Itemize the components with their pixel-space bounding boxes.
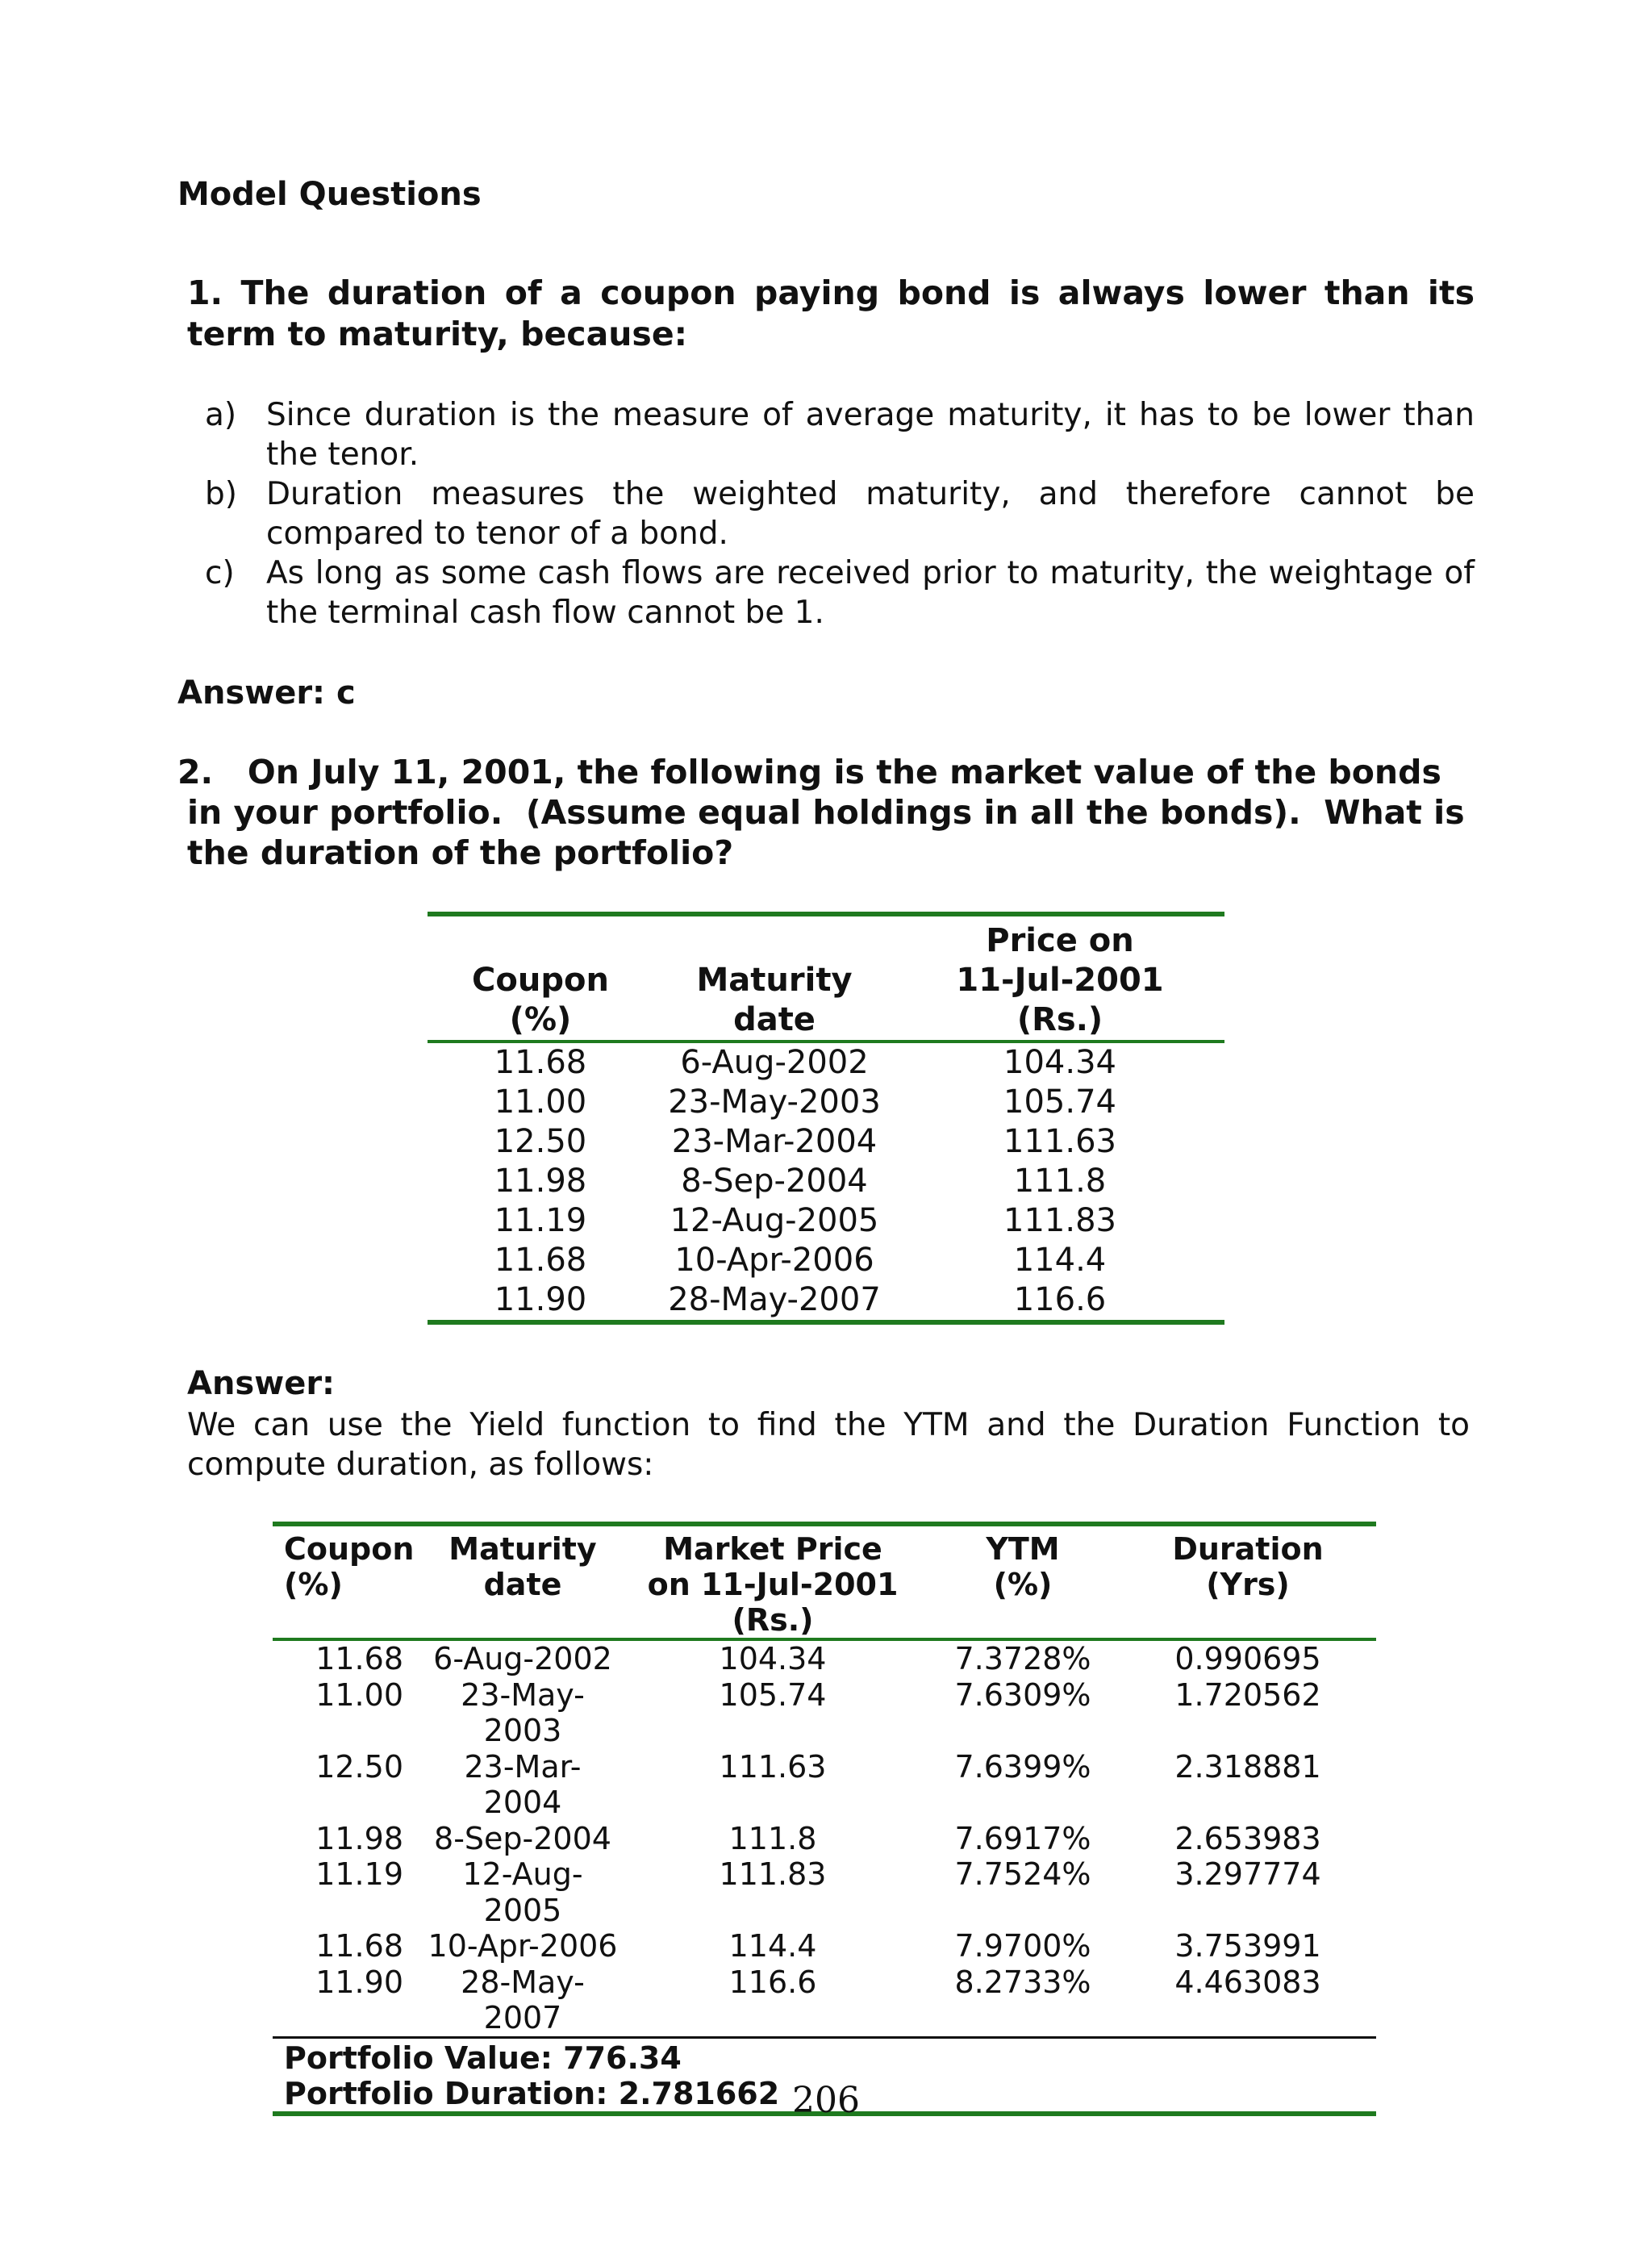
cell: 111.63 <box>1003 1123 1116 1160</box>
cell: 3.297774 <box>1174 1856 1321 1892</box>
table-row <box>428 1241 1224 1280</box>
header-maturity <box>653 921 895 1040</box>
option-text: Duration measures the weighted maturity, and therefore cannot be compared to tenor of a bond. <box>266 476 1475 552</box>
table-row <box>273 1964 1376 2036</box>
cell: 3.753991 <box>1174 1928 1321 1964</box>
table-row <box>273 1677 1376 1749</box>
cell: 11.90 <box>494 1281 587 1318</box>
cell: 105.74 <box>719 1676 827 1713</box>
cell: 11.68 <box>494 1044 587 1081</box>
duration-table <box>273 1522 1376 2116</box>
cell: 12-Aug-2005 <box>462 1856 583 1928</box>
cell: 11.98 <box>494 1163 587 1200</box>
option-c <box>205 553 1475 633</box>
cell: 11.00 <box>494 1083 587 1121</box>
option-text: As long as some cash flows are received prior to maturity, the weightage of the terminal cash flow cannot be 1. <box>266 555 1475 631</box>
cell: 23-Mar-2004 <box>464 1748 582 1820</box>
header-line: (%) <box>509 1001 572 1038</box>
table-row <box>273 1641 1376 1677</box>
question-1: 1. The duration of a coupon paying bond is always lower than its term to maturity, because: <box>187 273 1475 353</box>
header-market-price <box>620 1531 926 1638</box>
cell: 7.7524% <box>954 1856 1091 1892</box>
cell: 28-May-2007 <box>461 1964 585 2035</box>
cell: 111.83 <box>719 1856 827 1892</box>
table-row <box>428 1083 1224 1122</box>
answer-2-text: We can use the Yield function to find the YTM and the Duration Function to compute duration, as follows: <box>187 1407 1470 1483</box>
table-header <box>428 916 1224 1043</box>
cell: 8.2733% <box>954 1964 1091 2000</box>
cell: 104.34 <box>719 1641 827 1676</box>
cell: 114.4 <box>728 1928 817 1964</box>
cell: 7.6309% <box>954 1676 1091 1713</box>
header-line: Price on <box>986 922 1134 959</box>
header-line: (%) <box>993 1567 1053 1602</box>
table-row <box>273 1821 1376 1857</box>
header-line: Market Price <box>663 1531 882 1567</box>
header-duration <box>1120 1531 1376 1638</box>
question-2-line-3: the duration of the portfolio? <box>187 833 734 872</box>
header-ytm <box>926 1531 1120 1638</box>
table-row <box>428 1201 1224 1241</box>
question-1-options <box>205 395 1475 633</box>
table-row <box>428 1280 1224 1320</box>
option-b <box>205 474 1475 553</box>
cell: 10-Apr-2006 <box>674 1242 874 1279</box>
cell: 28-May-2007 <box>668 1281 881 1318</box>
header-maturity <box>426 1531 620 1638</box>
answer-2-label: Answer: <box>187 1365 336 1402</box>
cell: 2.318881 <box>1174 1748 1321 1785</box>
table-row <box>428 1122 1224 1162</box>
cell: 6-Aug-2002 <box>680 1044 869 1081</box>
cell: 8-Sep-2004 <box>434 1820 611 1856</box>
cell: 0.990695 <box>1174 1641 1321 1676</box>
cell: 8-Sep-2004 <box>681 1163 868 1200</box>
table-row <box>428 1043 1224 1083</box>
cell: 116.6 <box>728 1964 817 2000</box>
question-2-line-1: 2. On July 11, 2001, the following is the market value of the bonds <box>177 753 1441 791</box>
cell: 114.4 <box>1013 1242 1107 1279</box>
header-line: YTM <box>986 1531 1060 1567</box>
cell: 111.8 <box>728 1820 817 1856</box>
question-2 <box>177 752 1478 873</box>
option-label: c) <box>205 555 235 591</box>
cell: 12.50 <box>315 1748 403 1785</box>
header-line: date <box>733 1001 816 1038</box>
cell: 105.74 <box>1003 1083 1116 1121</box>
header-line: Coupon <box>284 1531 415 1567</box>
section-heading: Model Questions <box>177 176 482 213</box>
header-line: (Rs.) <box>732 1602 814 1638</box>
answer-1: Answer: c <box>177 674 356 712</box>
cell: 12.50 <box>494 1123 587 1160</box>
cell: 11.19 <box>315 1856 403 1892</box>
cell: 23-May-2003 <box>668 1083 881 1121</box>
portfolio-duration: Portfolio Duration: 2.781662 <box>284 2075 780 2111</box>
cell: 4.463083 <box>1174 1964 1321 2000</box>
cell: 6-Aug-2002 <box>433 1641 612 1676</box>
table-row <box>273 1928 1376 1964</box>
header-line: 11-Jul-2001 <box>956 962 1164 999</box>
cell: 10-Apr-2006 <box>428 1928 618 1964</box>
cell: 2.653983 <box>1174 1820 1321 1856</box>
header-line: Coupon <box>472 962 609 999</box>
header-line: date <box>483 1567 562 1602</box>
cell: 7.9700% <box>954 1928 1091 1964</box>
option-a <box>205 395 1475 474</box>
option-label: a) <box>205 397 237 433</box>
table-row <box>273 1749 1376 1821</box>
table-row <box>428 1162 1224 1201</box>
header-coupon <box>428 921 653 1040</box>
question-2-line-2: in your portfolio. (Assume equal holdings in all the bonds). What is <box>187 793 1465 832</box>
cell: 11.68 <box>315 1928 403 1964</box>
portfolio-value: Portfolio Value: 776.34 <box>284 2040 682 2076</box>
cell: 7.3728% <box>954 1641 1091 1676</box>
header-line: (%) <box>284 1567 343 1602</box>
page-number: 206 <box>792 2080 860 2121</box>
header-line: Maturity <box>448 1531 597 1567</box>
header-coupon <box>273 1531 426 1638</box>
cell: 11.19 <box>494 1202 587 1239</box>
cell: 11.98 <box>315 1820 403 1856</box>
cell: 12-Aug-2005 <box>670 1202 879 1239</box>
bond-price-table <box>428 912 1224 1325</box>
cell: 116.6 <box>1013 1281 1107 1318</box>
header-price <box>895 921 1224 1040</box>
cell: 111.8 <box>1013 1163 1107 1200</box>
cell: 11.68 <box>315 1641 403 1676</box>
cell: 11.00 <box>315 1676 403 1713</box>
cell: 23-Mar-2004 <box>671 1123 878 1160</box>
cell: 111.63 <box>719 1748 827 1785</box>
cell: 111.83 <box>1003 1202 1116 1239</box>
header-line: on 11-Jul-2001 <box>647 1567 899 1602</box>
cell: 1.720562 <box>1174 1676 1321 1713</box>
header-line: (Yrs) <box>1206 1567 1290 1602</box>
table-header <box>273 1526 1376 1641</box>
option-text: Since duration is the measure of average maturity, it has to be lower than the tenor. <box>266 397 1475 473</box>
header-line: Maturity <box>696 962 853 999</box>
cell: 7.6399% <box>954 1748 1091 1785</box>
cell: 11.68 <box>494 1242 587 1279</box>
cell: 11.90 <box>315 1964 403 2000</box>
header-line: (Rs.) <box>1016 1001 1103 1038</box>
option-label: b) <box>205 476 237 512</box>
cell: 23-May-2003 <box>461 1676 585 1748</box>
header-line: Duration <box>1172 1531 1324 1567</box>
cell: 104.34 <box>1003 1044 1116 1081</box>
cell: 7.6917% <box>954 1820 1091 1856</box>
table-row <box>273 1856 1376 1928</box>
